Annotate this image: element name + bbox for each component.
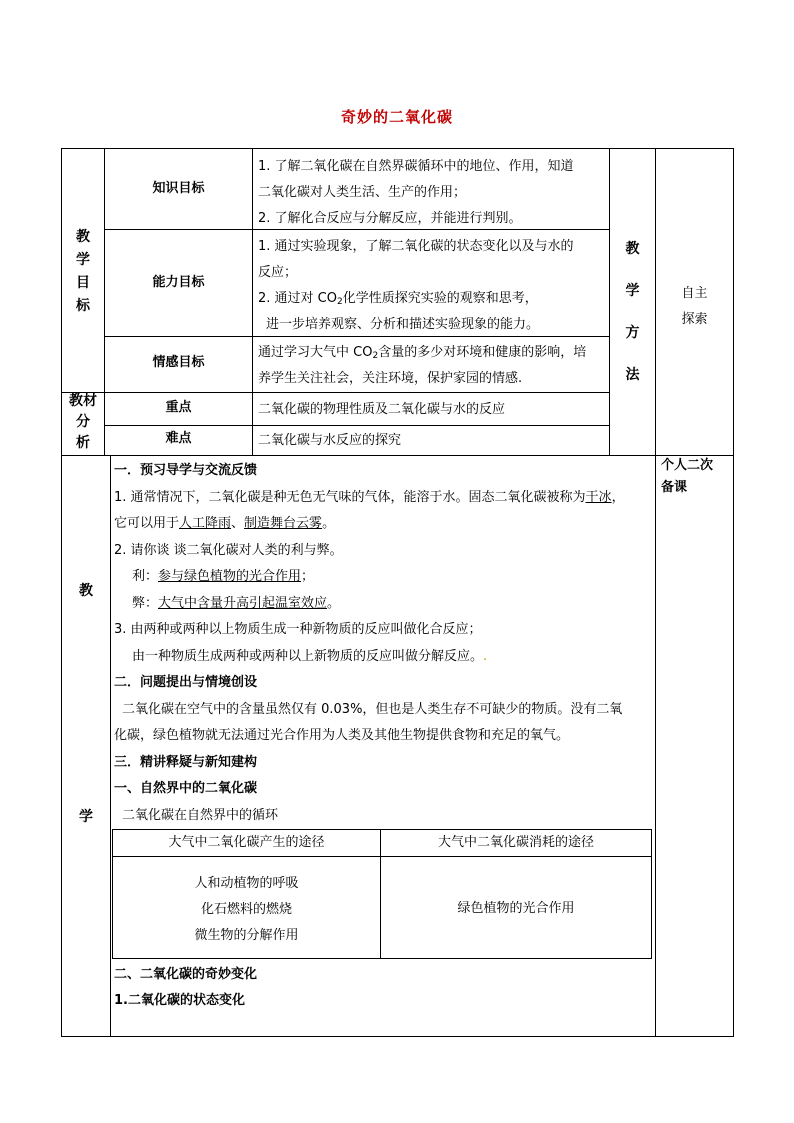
ability-objective-text: 1. 通过实验现象，了解二氧化碳的状态变化以及与水的 反应； 2. 通过对 $CO_2$化学性质探究实验的观察和思考， 进一步培养观察、分析和描述实验现象的能力。 — [258, 239, 574, 332]
method-section-label: 教 学 方 法 — [625, 241, 640, 383]
material-section-label: 教材 分 析 — [69, 393, 97, 451]
para-2-harm: 弊：大气中含量升高引起温室效应。 — [132, 595, 341, 611]
difficulty-label: 难点 — [165, 431, 192, 446]
difficulty-value: 二氧化碳与水反应的探究 — [258, 433, 402, 448]
emotion-objective-label: 情感目标 — [152, 355, 205, 370]
teaching-section-label-bottom: 学 — [79, 809, 93, 825]
heading-changes: 二、二氧化碳的奇妙变化 — [114, 967, 258, 982]
heading-preview: 一．预习导学与交流反馈 — [114, 463, 258, 478]
document-title: 奇妙的二氧化碳 — [340, 108, 453, 126]
heading-problem: 二．问题提出与情境创设 — [114, 675, 258, 690]
para-3-cont: 由一种物质生成两种或两种以上新物质的反应叫做分解反应。. — [132, 648, 488, 664]
para-2: 2. 请你谈 谈二氧化碳对人类的利与弊。 — [114, 542, 343, 558]
emotion-objective-text: 通过学习大气中 $CO_2$含量的多少对环境和健康的影响，培 养学生关注社会，关注环境，保护家园的情感. — [258, 345, 587, 386]
ability-objective-label: 能力目标 — [152, 275, 205, 290]
key-point-value: 二氧化碳的物理性质及二氧化碳与水的反应 — [258, 402, 506, 417]
knowledge-objective-text: 1. 了解二氧化碳在自然界碳循环中的地位、作用，知道 二氧化碳对人类生活、生产的作用； 2. 了解化合反应与分解反应，并能进行判别。 — [258, 159, 574, 226]
para-1: 1. 通常情况下，二氧化碳是种无色无气味的气体，能溶于水。固态二氧化碳被称为干冰， — [114, 489, 625, 505]
para-2-benefit: 利：参与绿色植物的光合作用； — [132, 569, 315, 584]
teaching-section-label-top: 教 — [79, 583, 93, 599]
teaching-body — [114, 458, 654, 829]
para-3: 3. 由两种或两种以上物质生成一种新物质的反应叫做化合反应； — [114, 622, 482, 637]
para-4: 二氧化碳在空气中的含量虽然仅有 0.03%，但也是人类生存不可缺少的物质。没有二氧 — [122, 701, 623, 717]
objectives-section-label: 教 学 目 标 — [76, 229, 90, 314]
key-point-label: 重点 — [165, 400, 192, 415]
cycle-header-produce: 大气中二氧化碳产生的途径 — [168, 835, 325, 850]
cycle-header-consume: 大气中二氧化碳消耗的途径 — [437, 835, 594, 850]
para-5: 二氧化碳在自然界中的循环 — [122, 807, 279, 823]
heading-explain: 三．精讲释疑与新知建构 — [114, 754, 258, 770]
para-1-cont: 它可以用于人工降雨、制造舞台云雾。 — [114, 516, 336, 531]
knowledge-objective-label: 知识目标 — [152, 181, 205, 196]
heading-state-change: 1.二氧化碳的状态变化 — [114, 993, 245, 1008]
para-4-cont: 化碳，绿色植物就无法通过光合作用为人类及其他生物提供食物和充足的氧气。 — [114, 728, 570, 743]
cycle-produce-list: 人和动植物的呼吸 化石燃料的燃烧 微生物的分解作用 — [194, 876, 299, 943]
heading-nature: 一、自然界中的二氧化碳 — [114, 781, 258, 796]
method-value: 自主 探索 — [681, 286, 708, 327]
side-note-label: 个人二次 备课 — [661, 458, 714, 495]
cycle-consume-value: 绿色植物的光合作用 — [457, 901, 575, 916]
